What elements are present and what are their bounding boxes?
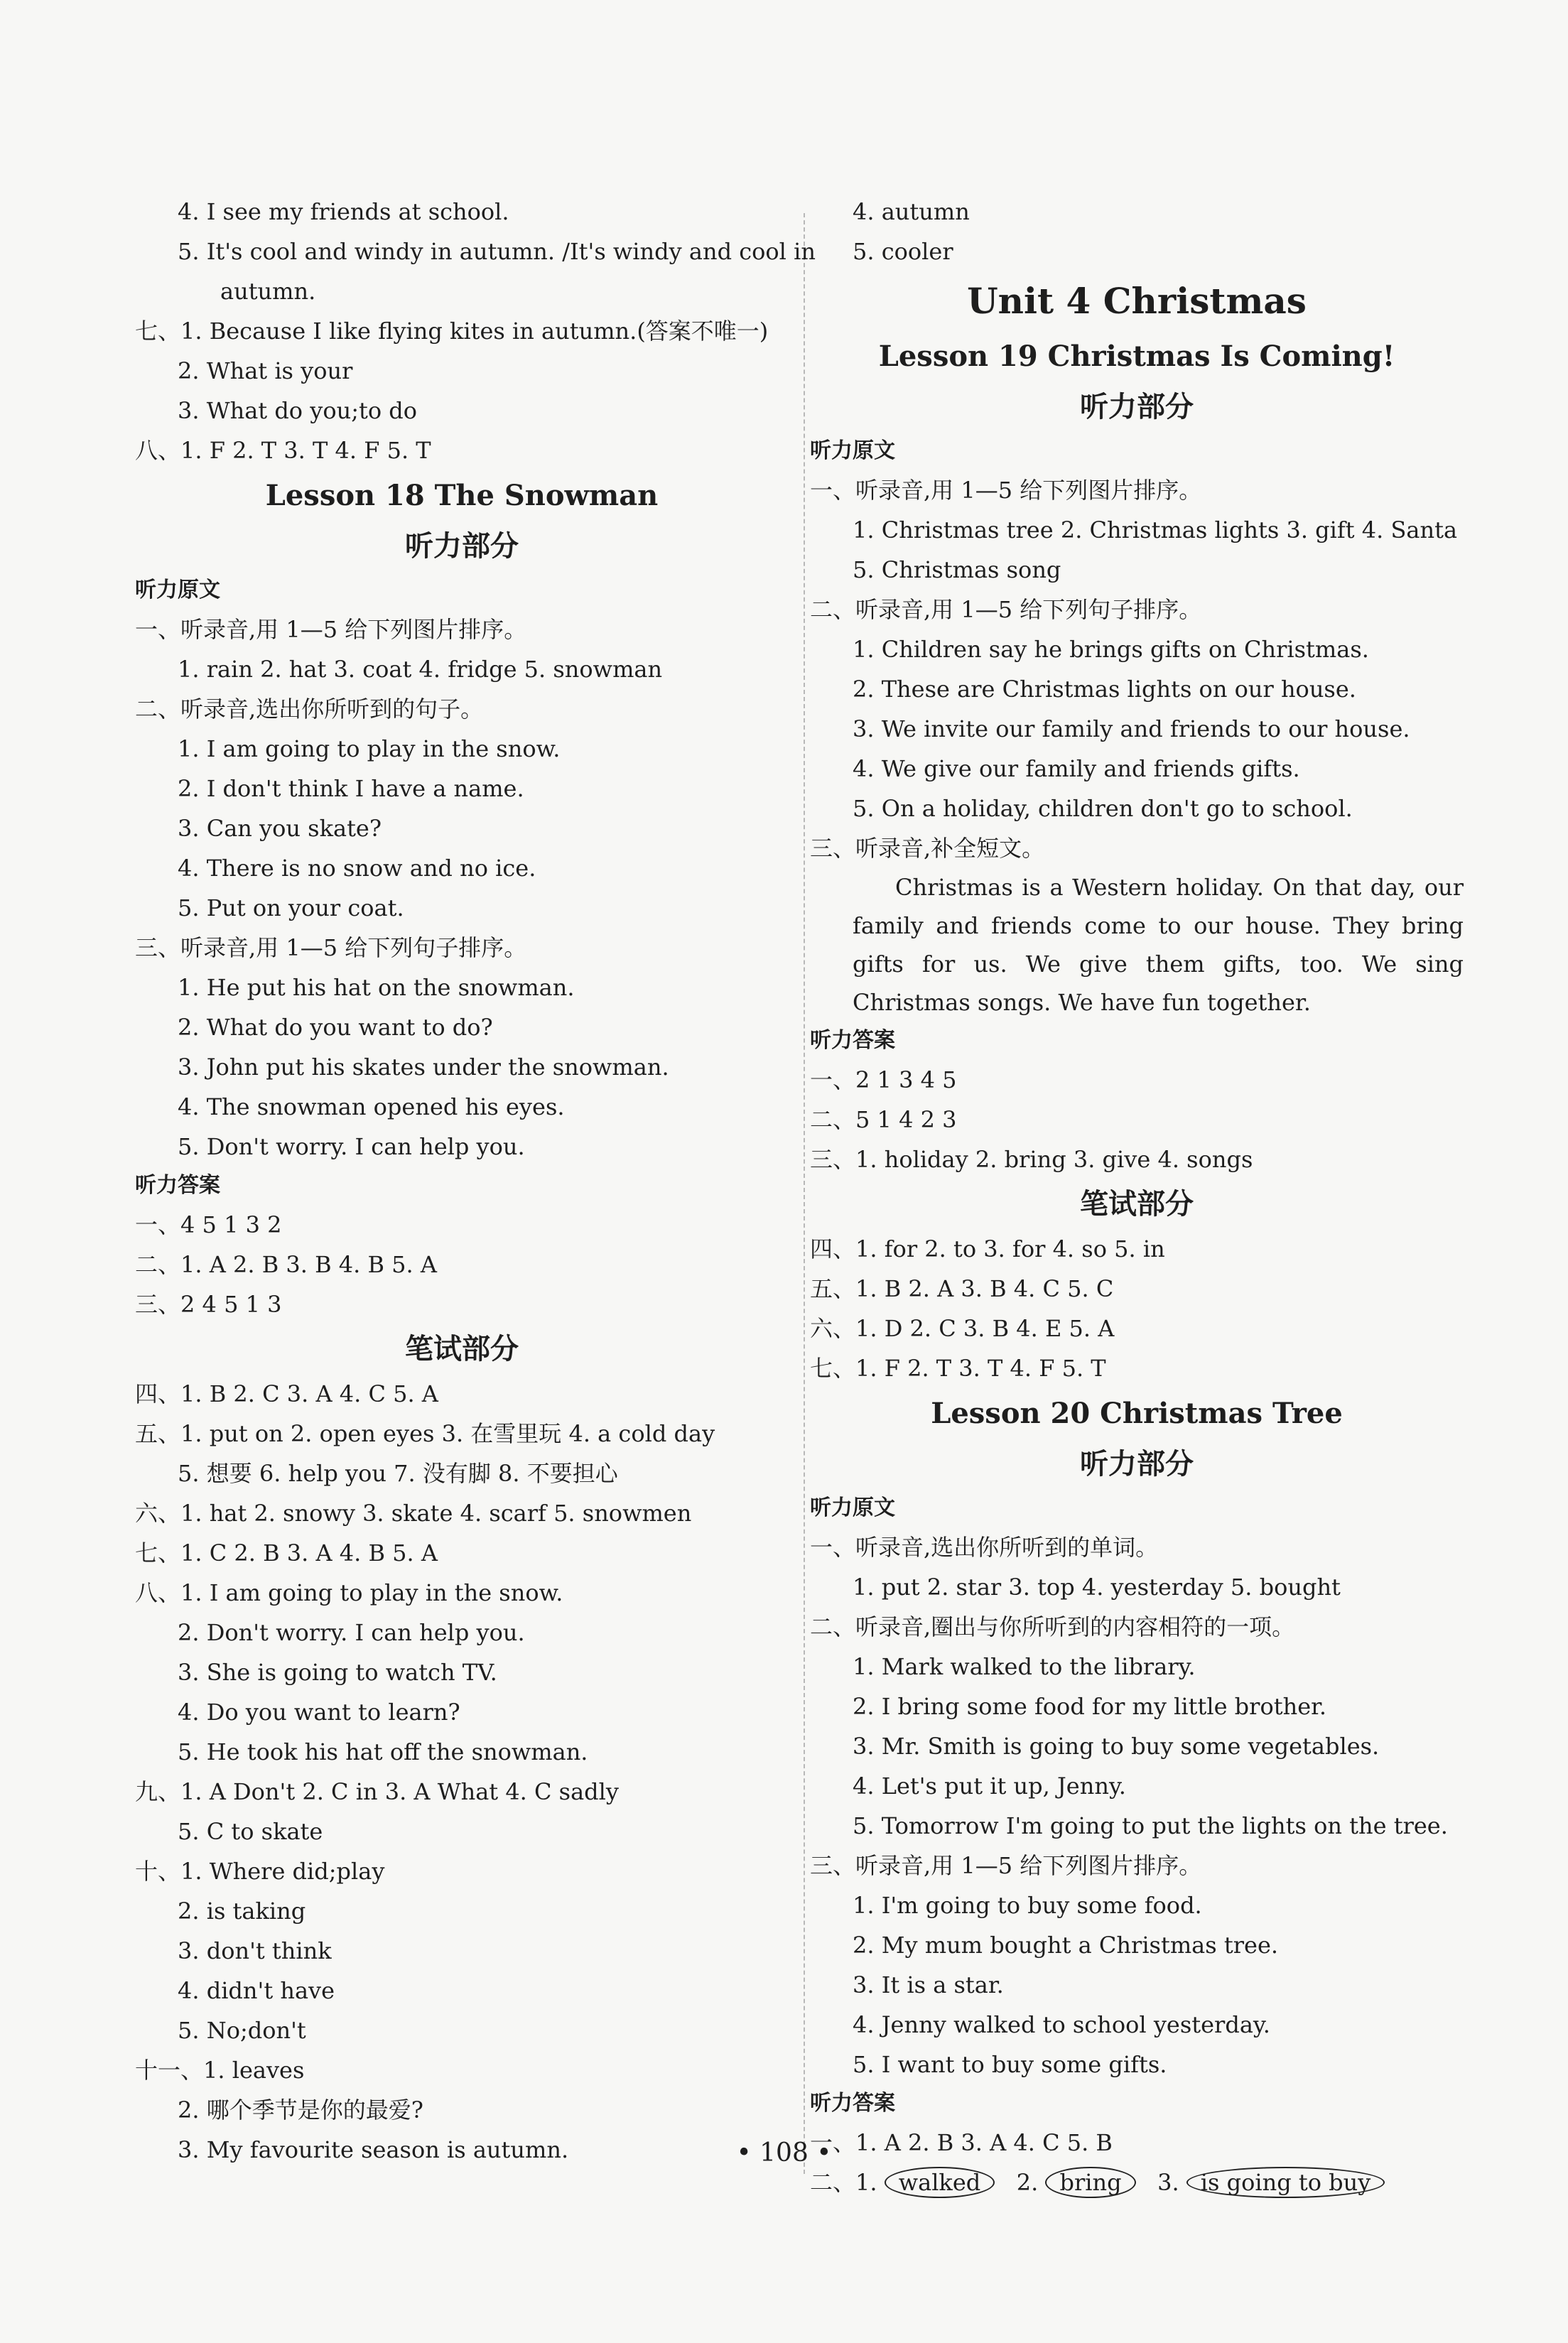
unit-title: Unit 4 Christmas: [967, 280, 1307, 322]
lesson-18-title: Lesson 18 The Snowman: [265, 479, 659, 512]
answer-prefix: 二、1.: [810, 2169, 877, 2196]
text-line: 4. We give our family and friends gifts.: [853, 755, 1300, 782]
answer-line: 4. didn't have: [178, 1977, 335, 2004]
text-line: 3. Can you skate?: [178, 815, 382, 842]
lesson-19-title: Lesson 19 Christmas Is Coming!: [878, 340, 1395, 373]
question-heading: 三、听录音,用 1—5 给下列图片排序。: [810, 1852, 1202, 1879]
text-line: 2. What is your: [178, 357, 353, 384]
passage-text: Christmas is a Western holiday. On that day, our family and friends come to our house. They bring gifts for us. We give them gifts, too. We sing Christmas songs. We have fun together.: [853, 874, 1464, 1016]
circled-answer: walked: [885, 2167, 995, 2198]
answer-number: 3.: [1157, 2169, 1179, 2196]
question-heading: 一、听录音,用 1—5 给下列图片排序。: [135, 616, 527, 643]
answer-line: 2. is taking: [178, 1898, 306, 1925]
text-line: 2. I bring some food for my little brother.: [853, 1693, 1327, 1720]
column-divider: [804, 213, 805, 2174]
answer-line: 三、2 4 5 1 3: [135, 1291, 282, 1318]
answer-line: 2. Don't worry. I can help you.: [178, 1619, 525, 1646]
text-line: 4. Let's put it up, Jenny.: [853, 1773, 1126, 1800]
listening-part-heading: 听力部分: [1080, 1448, 1194, 1481]
answer-line: 2. 哪个季节是你的最爱?: [178, 2096, 423, 2123]
answer-line: 4. Do you want to learn?: [178, 1699, 460, 1726]
answer-line: 六、1. D 2. C 3. B 4. E 5. A: [810, 1315, 1115, 1342]
answer-line: 3. don't think: [178, 1937, 332, 1964]
answer-line: 一、2 1 3 4 5: [810, 1066, 957, 1093]
answer-line: 二、1. A 2. B 3. B 4. B 5. A: [135, 1251, 437, 1278]
text-line: 1. He put his hat on the snowman.: [178, 974, 575, 1001]
answer-line: 五、1. B 2. A 3. B 4. C 5. C: [810, 1275, 1114, 1302]
text-line: 八、1. F 2. T 3. T 4. F 5. T: [135, 437, 431, 464]
answer-line: 四、1. B 2. C 3. A 4. C 5. A: [135, 1380, 438, 1407]
answer-line: 七、1. C 2. B 3. A 4. B 5. A: [135, 1540, 438, 1566]
listening-text-label: 听力原文: [810, 1495, 895, 1520]
answer-line: 十、1. Where did;play: [135, 1858, 385, 1885]
answer-line: 一、4 5 1 3 2: [135, 1211, 282, 1238]
text-line: 1. I'm going to buy some food.: [853, 1892, 1202, 1919]
answer-line: 六、1. hat 2. snowy 3. skate 4. scarf 5. snowmen: [135, 1500, 692, 1527]
question-heading: 二、听录音,选出你所听到的句子。: [135, 696, 484, 723]
answer-line: 3. My favourite season is autumn.: [178, 2136, 569, 2163]
question-heading: 二、听录音,用 1—5 给下列句子排序。: [810, 596, 1202, 623]
text-line: autumn.: [220, 278, 316, 305]
question-heading: 二、听录音,圈出与你所听到的内容相符的一项。: [810, 1613, 1295, 1640]
question-heading: 一、听录音,用 1—5 给下列图片排序。: [810, 477, 1202, 504]
text-line: 2. What do you want to do?: [178, 1014, 493, 1041]
text-line: 七、1. Because I like flying kites in autumn.(答案不唯一): [135, 318, 769, 345]
text-line: 2. I don't think I have a name.: [178, 775, 524, 802]
text-line: 5. Put on your coat.: [178, 894, 404, 921]
text-line: 5. I want to buy some gifts.: [853, 2051, 1167, 2078]
text-line: 1. Mark walked to the library.: [853, 1653, 1196, 1680]
text-line: 5. Christmas song: [853, 556, 1061, 583]
question-heading: 三、听录音,补全短文。: [810, 835, 1045, 862]
text-line: 4. I see my friends at school.: [178, 198, 509, 225]
circled-answer: bring: [1045, 2167, 1135, 2198]
text-line: 1. put 2. star 3. top 4. yesterday 5. bought: [853, 1574, 1341, 1601]
text-line: 2. These are Christmas lights on our house.: [853, 676, 1356, 703]
text-line: 3. It is a star.: [853, 1971, 1004, 1998]
listening-passage: [810, 868, 1464, 1022]
text-line: 4. There is no snow and no ice.: [178, 855, 536, 882]
circled-answer: is going to buy: [1186, 2167, 1385, 2198]
answer-line: 七、1. F 2. T 3. T 4. F 5. T: [810, 1355, 1106, 1382]
answer-line: 四、1. for 2. to 3. for 4. so 5. in: [810, 1235, 1165, 1262]
answer-line: 一、1. A 2. B 3. A 4. C 5. B: [810, 2129, 1113, 2156]
written-part-heading: 笔试部分: [405, 1333, 519, 1365]
text-line: 1. I am going to play in the snow.: [178, 735, 561, 762]
listening-answers-label: 听力答案: [810, 2091, 895, 2116]
circled-answers-line: [810, 2163, 1464, 2202]
text-line: 4. The snowman opened his eyes.: [178, 1093, 565, 1120]
listening-part-heading: 听力部分: [1080, 391, 1194, 423]
page-number: • 108 •: [736, 2138, 832, 2168]
question-heading: 三、听录音,用 1—5 给下列句子排序。: [135, 934, 527, 961]
answer-line: 5. No;don't: [178, 2017, 306, 2044]
answer-line: 十一、1. leaves: [135, 2057, 305, 2084]
answer-line: 5. He took his hat off the snowman.: [178, 1738, 588, 1765]
text-line: 5. Tomorrow I'm going to put the lights on the tree.: [853, 1812, 1448, 1839]
answer-line: 三、1. holiday 2. bring 3. give 4. songs: [810, 1146, 1253, 1173]
text-line: 3. Mr. Smith is going to buy some vegetables.: [853, 1733, 1380, 1760]
text-line: 1. rain 2. hat 3. coat 4. fridge 5. snowman: [178, 656, 663, 683]
right-column: [810, 192, 1464, 2202]
listening-text-label: 听力原文: [135, 578, 220, 602]
text-line: 1. Christmas tree 2. Christmas lights 3. gift 4. Santa: [853, 516, 1458, 543]
answer-line: 五、1. put on 2. open eyes 3. 在雪里玩 4. a cold day: [135, 1420, 715, 1447]
text-line: 4. Jenny walked to school yesterday.: [853, 2011, 1270, 2038]
left-column: [135, 192, 816, 2170]
text-line: 2. My mum bought a Christmas tree.: [853, 1932, 1279, 1959]
answer-line: 3. She is going to watch TV.: [178, 1659, 497, 1686]
listening-answers-label: 听力答案: [810, 1028, 895, 1053]
answer-line: 九、1. A Don't 2. C in 3. A What 4. C sadly: [135, 1778, 619, 1805]
listening-part-heading: 听力部分: [405, 530, 519, 563]
text-line: 4. autumn: [853, 198, 970, 225]
lesson-20-title: Lesson 20 Christmas Tree: [931, 1397, 1343, 1430]
text-line: 5. Don't worry. I can help you.: [178, 1133, 525, 1160]
written-part-heading: 笔试部分: [1080, 1188, 1194, 1221]
text-line: 3. We invite our family and friends to our house.: [853, 715, 1410, 742]
text-line: 3. John put his skates under the snowman.: [178, 1054, 669, 1081]
answer-line: 5. 想要 6. help you 7. 没有脚 8. 不要担心: [178, 1460, 618, 1487]
text-line: 3. What do you;to do: [178, 397, 418, 424]
answer-line: 5. C to skate: [178, 1818, 323, 1845]
text-line: 5. It's cool and windy in autumn. /It's windy and cool in: [178, 238, 816, 265]
text-line: 5. cooler: [853, 238, 953, 265]
text-line: 5. On a holiday, children don't go to school.: [853, 795, 1353, 822]
text-line: 1. Children say he brings gifts on Christmas.: [853, 636, 1369, 663]
answer-number: 2.: [1016, 2169, 1039, 2196]
answer-line: 八、1. I am going to play in the snow.: [135, 1579, 563, 1606]
answer-line: 二、5 1 4 2 3: [810, 1106, 957, 1133]
question-heading: 一、听录音,选出你所听到的单词。: [810, 1534, 1159, 1561]
listening-answers-label: 听力答案: [135, 1173, 220, 1198]
listening-text-label: 听力原文: [810, 438, 895, 463]
